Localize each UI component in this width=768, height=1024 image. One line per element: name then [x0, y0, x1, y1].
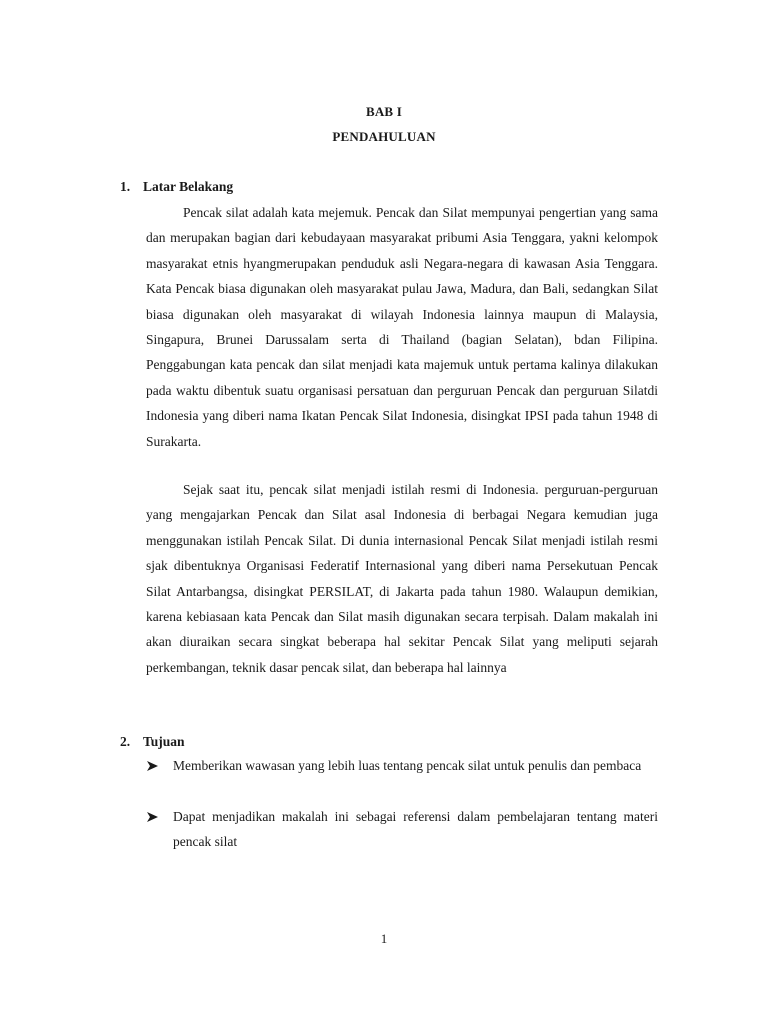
- section-number: 2.: [120, 734, 131, 749]
- arrowhead-bullet-icon: [146, 753, 160, 778]
- chapter-title: PENDAHULUAN: [332, 129, 436, 144]
- arrowhead-bullet-icon: [146, 804, 160, 829]
- section-title: Latar Belakang: [143, 179, 234, 194]
- list-item: [146, 753, 658, 778]
- section-heading-tujuan: [120, 734, 185, 750]
- list-item-text: Dapat menjadikan makalah ini sebagai referensi dalam pembelajaran tentang materi pencak silat: [173, 809, 658, 850]
- list-item-text: Memberikan wawasan yang lebih luas tentang pencak silat untuk penulis dan pembaca: [173, 758, 642, 773]
- section-heading-latar-belakang: [120, 179, 233, 195]
- page-number: 1: [380, 931, 388, 946]
- paragraph: Pencak silat adalah kata mejemuk. Pencak dan Silat mempunyai pengertian yang sama dan merupakan bagian dari kebudayaan masyarakat pribumi Asia Tenggara, yakni kelompok masyarakat etnis hyangmerupakan penduduk asli Negara-negara di kawasan Asia Tenggara. Kata Pencak biasa digunakan oleh masyarakat pulau Jawa, Madura, dan Bali, sedangkan Silat biasa digunakan oleh masyarakat di wilayah Indonesia lainnya maupun di Malaysia, Singapura, Brunei Darussalam serta di Thailand (bagian Selatan), bdan Filipina. Penggabungan kata pencak dan silat menjadi kata majemuk untuk pertama kalinya dilakukan pada waktu dibentuk suatu organisasi persatuan dan perguruan Pencak dan perguruan Silatdi Indonesia yang diberi nama Ikatan Pencak Silat Indonesia, disingkat IPSI pada tahun 1948 di Surakarta.: [146, 205, 658, 449]
- list-item: [146, 804, 658, 855]
- chapter-number: BAB I: [365, 104, 403, 119]
- section-number: 1.: [120, 179, 131, 194]
- section-title: Tujuan: [143, 734, 185, 749]
- paragraph: Sejak saat itu, pencak silat menjadi istilah resmi di Indonesia. perguruan-perguruan yang mengajarkan Pencak dan Silat asal Indonesia di berbagai Negara kemudian juga menggunakan istilah Pencak Silat. Di dunia internasional Pencak Silat menjadi istilah resmi sjak dibentuknya Organisasi Federatif Internasional yang diberi nama Persekutuan Pencak Silat Antarbangsa, disingkat PERSILAT, di Jakarta pada tahun 1980. Walaupun demikian, karena kebiasaan kata Pencak dan Silat masih digunakan secara terpisah. Dalam makalah ini akan diuraikan secara singkat beberapa hal sekitar Pencak Silat yang meliputi sejarah perkembangan, teknik dasar pencak silat, dan beberapa hal lainnya: [146, 482, 658, 675]
